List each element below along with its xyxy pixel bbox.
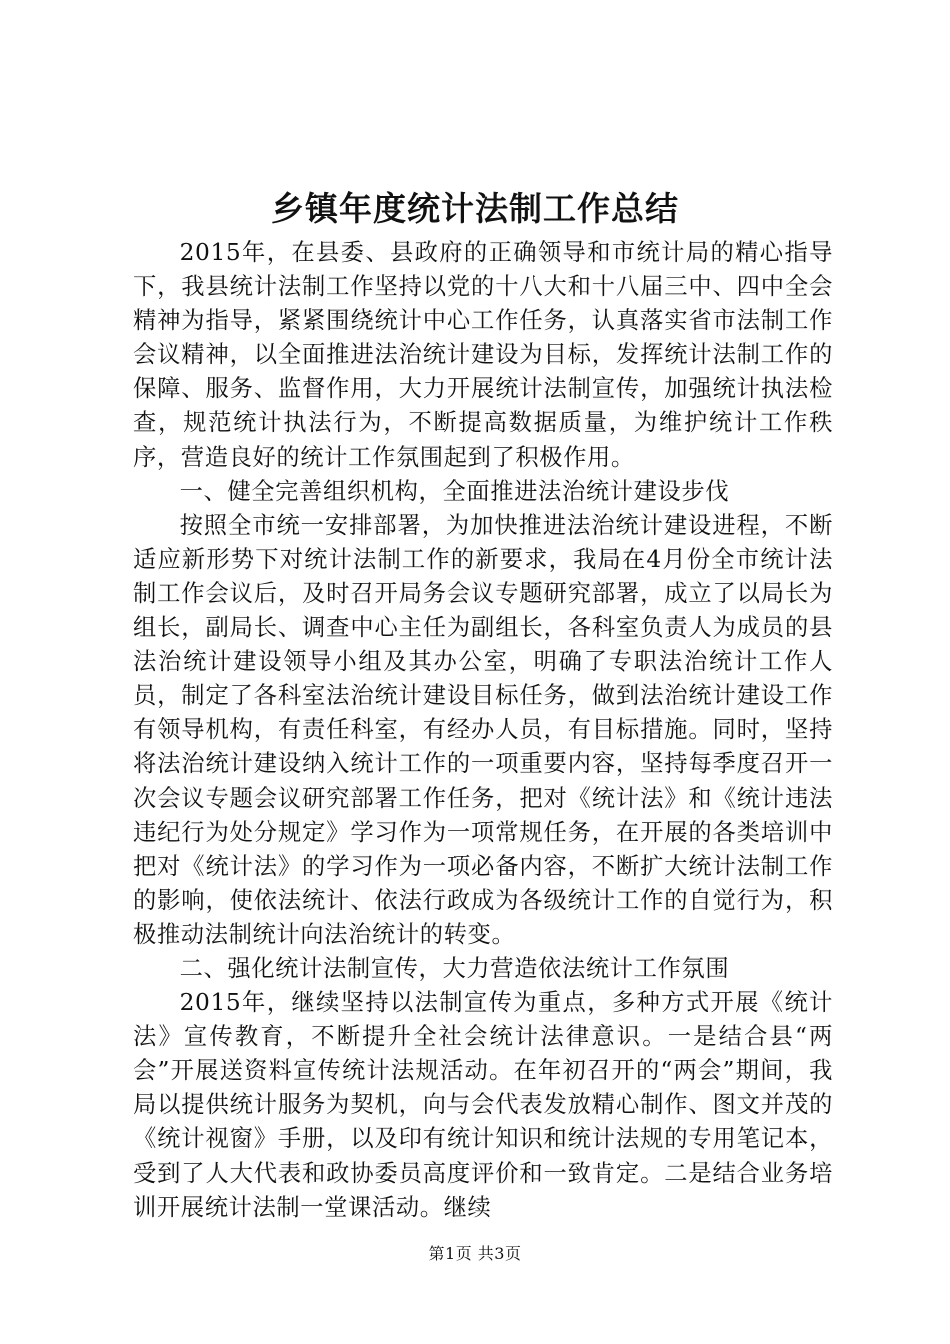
section-2-heading: 二、强化统计法制宣传，大力营造依法统计工作氛围 <box>179 954 730 982</box>
section-2-paragraph: 2015年，继续坚持以法制宣传为重点，多种方式开展《统计法》宣传教育，不断提升全社会统计法律意识。一是结合县“两会”开展送资料宣传统计法规活动。在年初召开的“两会”期间，我局以提供统计服务为契机，向与会代表发放精心制作、图文并茂的《统计视窗》手册，以及印有统计知识和统计法规的专用笔记本，受到了人大代表和政协委员高度评价和一致肯定。二是结合业务培训开展统计法制一堂课活动。继续 <box>133 989 833 1221</box>
section-1-paragraph: 按照全市统一安排部署，为加快推进法治统计建设进程，不断适应新形势下对统计法制工作的新要求，我局在4月份全市统计法制工作会议后，及时召开局务会议专题研究部署，成立了以局长为组长，副局长、调查中心主任为副组长，各科室负责人为成员的县法治统计建设领导小组及其办公室，明确了专职法治统计工作人员，制定了各科室法治统计建设目标任务，做到法治统计建设工作有领导机构，有责任科室，有经办人员，有目标措施。同时，坚持将法治统计建设纳入统计工作的一项重要内容，坚持每季度召开一次会议专题会议研究部署工作任务，把对《统计法》和《统计违法违纪行为处分规定》学习作为一项常规任务，在开展的各类培训中把对《统计法》的学习作为一项必备内容，不断扩大统计法制工作的影响，使依法统计、依法行政成为各级统计工作的自觉行为，积极推动法制统计向法治统计的转变。 <box>133 511 833 948</box>
section-1-heading: 一、健全完善组织机构，全面推进法治统计建设步伐 <box>179 477 730 505</box>
document-title: 乡镇年度统计法制工作总结 <box>271 189 679 228</box>
intro-paragraph: 2015年，在县委、县政府的正确领导和市统计局的精心指导下，我县统计法制工作坚持以党的十八大和十八届三中、四中全会精神为指导，紧紧围绕统计中心工作任务，认真落实省市法制工作会议精神，以全面推进法治统计建设为目标，发挥统计法制工作的保障、服务、监督作用，大力开展统计法制宣传，加强统计执法检查，规范统计执法行为，不断提高数据质量，为维护统计工作秩序，营造良好的统计工作氛围起到了积极作用。 <box>133 239 833 471</box>
document-body <box>133 236 833 1225</box>
page-footer: 第1页 共3页 <box>428 1244 522 1263</box>
